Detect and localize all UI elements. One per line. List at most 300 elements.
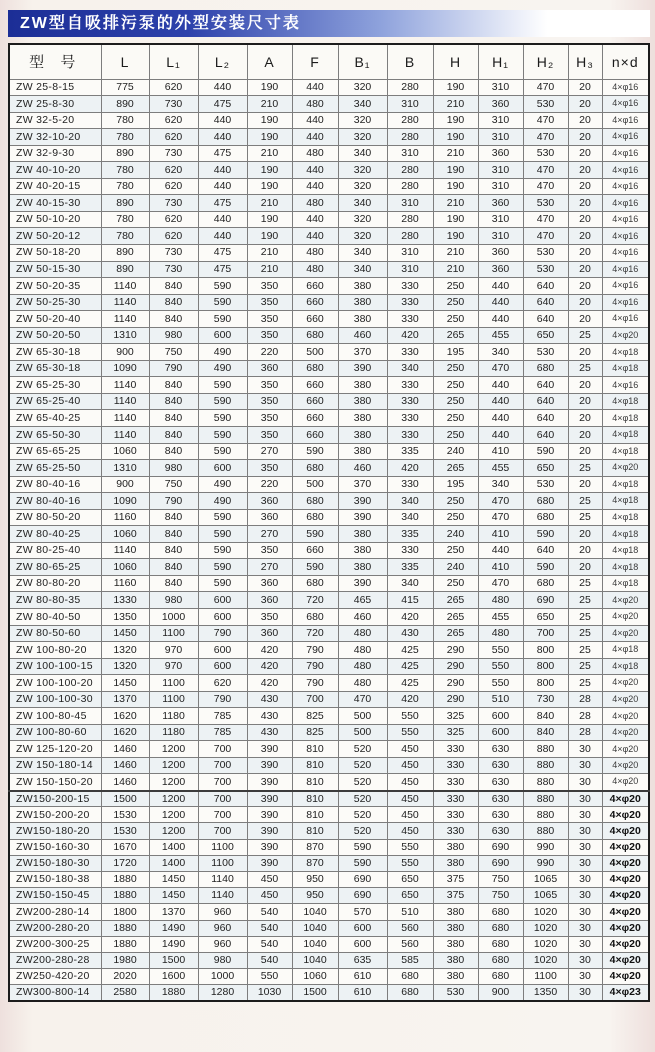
- table-header: [9, 44, 649, 79]
- value-cell: 680: [292, 509, 338, 526]
- value-cell: 460: [338, 609, 387, 626]
- model-cell: ZW 80-50-60: [9, 625, 101, 642]
- value-cell: 265: [433, 609, 478, 626]
- value-cell: 890: [101, 261, 149, 278]
- value-cell: 4×φ18: [602, 542, 649, 559]
- value-cell: 1060: [101, 559, 149, 576]
- value-cell: 470: [523, 112, 568, 129]
- value-cell: 680: [523, 493, 568, 510]
- value-cell: 550: [387, 839, 433, 855]
- value-cell: 310: [387, 145, 433, 162]
- value-cell: 520: [338, 791, 387, 807]
- value-cell: 4×φ18: [602, 360, 649, 377]
- value-cell: 680: [292, 609, 338, 626]
- value-cell: 470: [478, 575, 523, 592]
- value-cell: 630: [478, 791, 523, 807]
- value-cell: 780: [101, 178, 149, 195]
- value-cell: 390: [247, 823, 292, 839]
- value-cell: 20: [568, 294, 602, 311]
- value-cell: 480: [338, 658, 387, 675]
- value-cell: 310: [387, 244, 433, 261]
- value-cell: 840: [149, 278, 198, 295]
- value-cell: 320: [338, 228, 387, 245]
- value-cell: 560: [387, 936, 433, 952]
- value-cell: 680: [387, 985, 433, 1001]
- value-cell: 1350: [523, 985, 568, 1001]
- table-row: [9, 526, 649, 543]
- value-cell: 4×φ20: [602, 691, 649, 708]
- value-cell: 220: [247, 476, 292, 493]
- value-cell: 640: [523, 311, 568, 328]
- value-cell: 320: [338, 112, 387, 129]
- value-cell: 320: [338, 178, 387, 195]
- value-cell: 290: [433, 691, 478, 708]
- value-cell: 680: [478, 904, 523, 920]
- value-cell: 30: [568, 741, 602, 758]
- value-cell: 900: [101, 344, 149, 361]
- value-cell: 210: [247, 261, 292, 278]
- value-cell: 620: [149, 211, 198, 228]
- value-cell: 375: [433, 871, 478, 887]
- value-cell: 425: [387, 675, 433, 692]
- model-cell: ZW300-800-14: [9, 985, 101, 1001]
- value-cell: 450: [387, 774, 433, 791]
- value-cell: 640: [523, 377, 568, 394]
- value-cell: 4×φ18: [602, 575, 649, 592]
- model-cell: ZW 65-65-25: [9, 443, 101, 460]
- value-cell: 350: [247, 327, 292, 344]
- value-cell: 510: [387, 904, 433, 920]
- table-row: [9, 658, 649, 675]
- value-cell: 640: [523, 393, 568, 410]
- model-cell: ZW 80-50-20: [9, 509, 101, 526]
- value-cell: 1040: [292, 904, 338, 920]
- value-cell: 680: [387, 969, 433, 985]
- value-cell: 350: [247, 426, 292, 443]
- value-cell: 25: [568, 327, 602, 344]
- value-cell: 330: [387, 426, 433, 443]
- value-cell: 190: [433, 178, 478, 195]
- value-cell: 1180: [149, 724, 198, 741]
- value-cell: 425: [387, 642, 433, 659]
- model-cell: ZW 80-40-16: [9, 476, 101, 493]
- value-cell: 4×φ20: [602, 969, 649, 985]
- value-cell: 20: [568, 129, 602, 146]
- value-cell: 250: [433, 377, 478, 394]
- model-cell: ZW 32-9-30: [9, 145, 101, 162]
- value-cell: 1670: [101, 839, 149, 855]
- value-cell: 380: [338, 443, 387, 460]
- value-cell: 30: [568, 774, 602, 791]
- value-cell: 270: [247, 443, 292, 460]
- value-cell: 570: [338, 904, 387, 920]
- table-row: [9, 96, 649, 113]
- value-cell: 340: [338, 96, 387, 113]
- table-row: [9, 410, 649, 427]
- value-cell: 360: [247, 509, 292, 526]
- value-cell: 4×φ18: [602, 642, 649, 659]
- value-cell: 380: [433, 839, 478, 855]
- value-cell: 290: [433, 675, 478, 692]
- value-cell: 1100: [198, 855, 247, 871]
- value-cell: 360: [247, 493, 292, 510]
- value-cell: 780: [101, 162, 149, 179]
- value-cell: 450: [387, 807, 433, 823]
- value-cell: 540: [247, 904, 292, 920]
- value-cell: 4×φ16: [602, 112, 649, 129]
- value-cell: 680: [478, 936, 523, 952]
- value-cell: 1450: [101, 675, 149, 692]
- value-cell: 1200: [149, 807, 198, 823]
- value-cell: 450: [387, 823, 433, 839]
- value-cell: 790: [198, 691, 247, 708]
- value-cell: 440: [292, 211, 338, 228]
- value-cell: 20: [568, 393, 602, 410]
- value-cell: 4×φ20: [602, 904, 649, 920]
- value-cell: 470: [523, 228, 568, 245]
- value-cell: 280: [387, 79, 433, 96]
- value-cell: 450: [247, 888, 292, 904]
- value-cell: 700: [198, 823, 247, 839]
- value-cell: 660: [292, 294, 338, 311]
- value-cell: 600: [198, 642, 247, 659]
- value-cell: 1310: [101, 460, 149, 477]
- value-cell: 290: [433, 642, 478, 659]
- value-cell: 700: [198, 791, 247, 807]
- value-cell: 380: [433, 952, 478, 968]
- value-cell: 680: [292, 460, 338, 477]
- value-cell: 340: [387, 493, 433, 510]
- value-cell: 590: [523, 559, 568, 576]
- value-cell: 880: [523, 807, 568, 823]
- value-cell: 960: [198, 920, 247, 936]
- model-cell: ZW 32-10-20: [9, 129, 101, 146]
- value-cell: 890: [101, 96, 149, 113]
- model-cell: ZW 80-40-25: [9, 526, 101, 543]
- value-cell: 25: [568, 658, 602, 675]
- value-cell: 4×φ16: [602, 145, 649, 162]
- value-cell: 4×φ20: [602, 807, 649, 823]
- value-cell: 520: [338, 774, 387, 791]
- value-cell: 380: [338, 542, 387, 559]
- value-cell: 190: [247, 228, 292, 245]
- value-cell: 610: [338, 969, 387, 985]
- value-cell: 4×φ20: [602, 888, 649, 904]
- value-cell: 1065: [523, 871, 568, 887]
- value-cell: 480: [338, 625, 387, 642]
- value-cell: 590: [198, 575, 247, 592]
- value-cell: 280: [387, 112, 433, 129]
- value-cell: 780: [101, 228, 149, 245]
- value-cell: 600: [338, 920, 387, 936]
- value-cell: 330: [387, 377, 433, 394]
- value-cell: 380: [433, 904, 478, 920]
- value-cell: 980: [149, 592, 198, 609]
- value-cell: 590: [198, 294, 247, 311]
- value-cell: 880: [523, 774, 568, 791]
- table-row: [9, 952, 649, 968]
- value-cell: 430: [247, 691, 292, 708]
- value-cell: 600: [198, 658, 247, 675]
- value-cell: 28: [568, 724, 602, 741]
- value-cell: 440: [478, 294, 523, 311]
- value-cell: 360: [478, 96, 523, 113]
- table-body: [9, 79, 649, 1001]
- model-cell: ZW 65-30-18: [9, 344, 101, 361]
- value-cell: 840: [149, 377, 198, 394]
- value-cell: 680: [478, 952, 523, 968]
- value-cell: 590: [523, 526, 568, 543]
- value-cell: 950: [292, 871, 338, 887]
- value-cell: 470: [523, 79, 568, 96]
- value-cell: 440: [198, 162, 247, 179]
- value-cell: 1620: [101, 724, 149, 741]
- value-cell: 30: [568, 807, 602, 823]
- value-cell: 360: [478, 261, 523, 278]
- value-cell: 990: [523, 839, 568, 855]
- value-cell: 960: [198, 904, 247, 920]
- value-cell: 390: [338, 575, 387, 592]
- value-cell: 360: [247, 625, 292, 642]
- value-cell: 475: [198, 244, 247, 261]
- model-cell: ZW 100-80-45: [9, 708, 101, 725]
- value-cell: 590: [292, 559, 338, 576]
- value-cell: 750: [149, 344, 198, 361]
- value-cell: 700: [198, 757, 247, 774]
- value-cell: 250: [433, 311, 478, 328]
- value-cell: 475: [198, 96, 247, 113]
- value-cell: 560: [387, 920, 433, 936]
- value-cell: 700: [292, 691, 338, 708]
- value-cell: 4×φ18: [602, 344, 649, 361]
- value-cell: 4×φ20: [602, 823, 649, 839]
- value-cell: 620: [198, 675, 247, 692]
- value-cell: 680: [478, 969, 523, 985]
- value-cell: 840: [149, 559, 198, 576]
- value-cell: 340: [387, 575, 433, 592]
- value-cell: 490: [198, 493, 247, 510]
- value-cell: 270: [247, 526, 292, 543]
- value-cell: 530: [523, 476, 568, 493]
- value-cell: 790: [149, 493, 198, 510]
- table-row: [9, 261, 649, 278]
- value-cell: 360: [247, 575, 292, 592]
- value-cell: 190: [433, 112, 478, 129]
- value-cell: 880: [523, 741, 568, 758]
- value-cell: 410: [478, 526, 523, 543]
- value-cell: 330: [433, 791, 478, 807]
- value-cell: 390: [338, 493, 387, 510]
- value-cell: 620: [149, 129, 198, 146]
- value-cell: 810: [292, 741, 338, 758]
- value-cell: 460: [338, 460, 387, 477]
- value-cell: 380: [433, 969, 478, 985]
- table-row: [9, 493, 649, 510]
- value-cell: 1350: [101, 609, 149, 626]
- value-cell: 1500: [292, 985, 338, 1001]
- model-cell: ZW200-280-14: [9, 904, 101, 920]
- value-cell: 475: [198, 145, 247, 162]
- value-cell: 340: [387, 360, 433, 377]
- table-row: [9, 426, 649, 443]
- value-cell: 265: [433, 460, 478, 477]
- value-cell: 390: [338, 360, 387, 377]
- value-cell: 25: [568, 675, 602, 692]
- value-cell: 1060: [292, 969, 338, 985]
- value-cell: 210: [247, 96, 292, 113]
- value-cell: 390: [338, 509, 387, 526]
- value-cell: 450: [387, 757, 433, 774]
- value-cell: 990: [523, 855, 568, 871]
- model-cell: ZW 100-80-20: [9, 642, 101, 659]
- value-cell: 980: [198, 952, 247, 968]
- value-cell: 340: [338, 261, 387, 278]
- value-cell: 20: [568, 377, 602, 394]
- value-cell: 4×φ16: [602, 96, 649, 113]
- value-cell: 4×φ16: [602, 278, 649, 295]
- value-cell: 390: [247, 791, 292, 807]
- value-cell: 350: [247, 294, 292, 311]
- model-cell: ZW 50-20-35: [9, 278, 101, 295]
- value-cell: 825: [292, 708, 338, 725]
- value-cell: 500: [338, 708, 387, 725]
- table-row: [9, 642, 649, 659]
- value-cell: 1060: [101, 443, 149, 460]
- value-cell: 490: [198, 476, 247, 493]
- value-cell: 420: [387, 327, 433, 344]
- value-cell: 310: [387, 96, 433, 113]
- value-cell: 530: [523, 261, 568, 278]
- value-cell: 20: [568, 195, 602, 212]
- value-cell: 1140: [101, 393, 149, 410]
- model-cell: ZW 80-65-25: [9, 559, 101, 576]
- value-cell: 390: [247, 807, 292, 823]
- table-row: [9, 807, 649, 823]
- model-cell: ZW150-200-15: [9, 791, 101, 807]
- value-cell: 1140: [101, 311, 149, 328]
- value-cell: 1500: [101, 791, 149, 807]
- value-cell: 4×φ20: [602, 675, 649, 692]
- value-cell: 340: [338, 145, 387, 162]
- table-row: [9, 985, 649, 1001]
- value-cell: 1020: [523, 904, 568, 920]
- header-row: [9, 44, 649, 79]
- value-cell: 210: [433, 244, 478, 261]
- value-cell: 30: [568, 757, 602, 774]
- value-cell: 840: [149, 294, 198, 311]
- value-cell: 280: [387, 162, 433, 179]
- model-cell: ZW 100-100-15: [9, 658, 101, 675]
- value-cell: 1330: [101, 592, 149, 609]
- value-cell: 470: [478, 509, 523, 526]
- value-cell: 440: [198, 211, 247, 228]
- value-cell: 490: [198, 360, 247, 377]
- value-cell: 680: [292, 575, 338, 592]
- value-cell: 4×φ20: [602, 839, 649, 855]
- value-cell: 840: [149, 410, 198, 427]
- model-cell: ZW 65-25-40: [9, 393, 101, 410]
- table-row: [9, 129, 649, 146]
- value-cell: 1100: [149, 675, 198, 692]
- value-cell: 190: [433, 228, 478, 245]
- value-cell: 650: [387, 888, 433, 904]
- value-cell: 4×φ20: [602, 774, 649, 791]
- column-header: L₁: [149, 44, 198, 79]
- value-cell: 635: [338, 952, 387, 968]
- value-cell: 700: [523, 625, 568, 642]
- value-cell: 1140: [198, 871, 247, 887]
- value-cell: 390: [247, 757, 292, 774]
- value-cell: 4×φ20: [602, 708, 649, 725]
- column-header: H: [433, 44, 478, 79]
- value-cell: 340: [387, 509, 433, 526]
- value-cell: 390: [247, 741, 292, 758]
- value-cell: 840: [149, 542, 198, 559]
- value-cell: 680: [292, 360, 338, 377]
- value-cell: 250: [433, 509, 478, 526]
- value-cell: 310: [478, 162, 523, 179]
- value-cell: 1310: [101, 327, 149, 344]
- value-cell: 480: [292, 145, 338, 162]
- value-cell: 900: [101, 476, 149, 493]
- value-cell: 800: [523, 658, 568, 675]
- value-cell: 590: [523, 443, 568, 460]
- value-cell: 680: [523, 575, 568, 592]
- value-cell: 880: [523, 791, 568, 807]
- model-cell: ZW 100-100-20: [9, 675, 101, 692]
- table-row: [9, 244, 649, 261]
- value-cell: 20: [568, 476, 602, 493]
- value-cell: 1000: [149, 609, 198, 626]
- table-row: [9, 162, 649, 179]
- scanned-catalog-page: [0, 10, 655, 1052]
- value-cell: 590: [198, 526, 247, 543]
- column-header: B₁: [338, 44, 387, 79]
- value-cell: 1040: [292, 952, 338, 968]
- value-cell: 4×φ16: [602, 228, 649, 245]
- value-cell: 30: [568, 888, 602, 904]
- table-row: [9, 360, 649, 377]
- value-cell: 720: [292, 592, 338, 609]
- value-cell: 1720: [101, 855, 149, 871]
- value-cell: 420: [247, 658, 292, 675]
- value-cell: 950: [292, 888, 338, 904]
- model-cell: ZW 50-20-50: [9, 327, 101, 344]
- value-cell: 690: [523, 592, 568, 609]
- value-cell: 270: [247, 559, 292, 576]
- value-cell: 1020: [523, 920, 568, 936]
- table-row: [9, 855, 649, 871]
- value-cell: 265: [433, 327, 478, 344]
- value-cell: 790: [292, 675, 338, 692]
- value-cell: 1040: [292, 936, 338, 952]
- value-cell: 360: [478, 195, 523, 212]
- value-cell: 350: [247, 311, 292, 328]
- value-cell: 28: [568, 691, 602, 708]
- value-cell: 210: [247, 145, 292, 162]
- value-cell: 310: [478, 79, 523, 96]
- value-cell: 640: [523, 542, 568, 559]
- value-cell: 775: [101, 79, 149, 96]
- value-cell: 350: [247, 410, 292, 427]
- value-cell: 240: [433, 559, 478, 576]
- value-cell: 790: [149, 360, 198, 377]
- value-cell: 530: [523, 344, 568, 361]
- value-cell: 650: [523, 460, 568, 477]
- model-cell: ZW 50-10-20: [9, 211, 101, 228]
- value-cell: 380: [338, 393, 387, 410]
- value-cell: 20: [568, 426, 602, 443]
